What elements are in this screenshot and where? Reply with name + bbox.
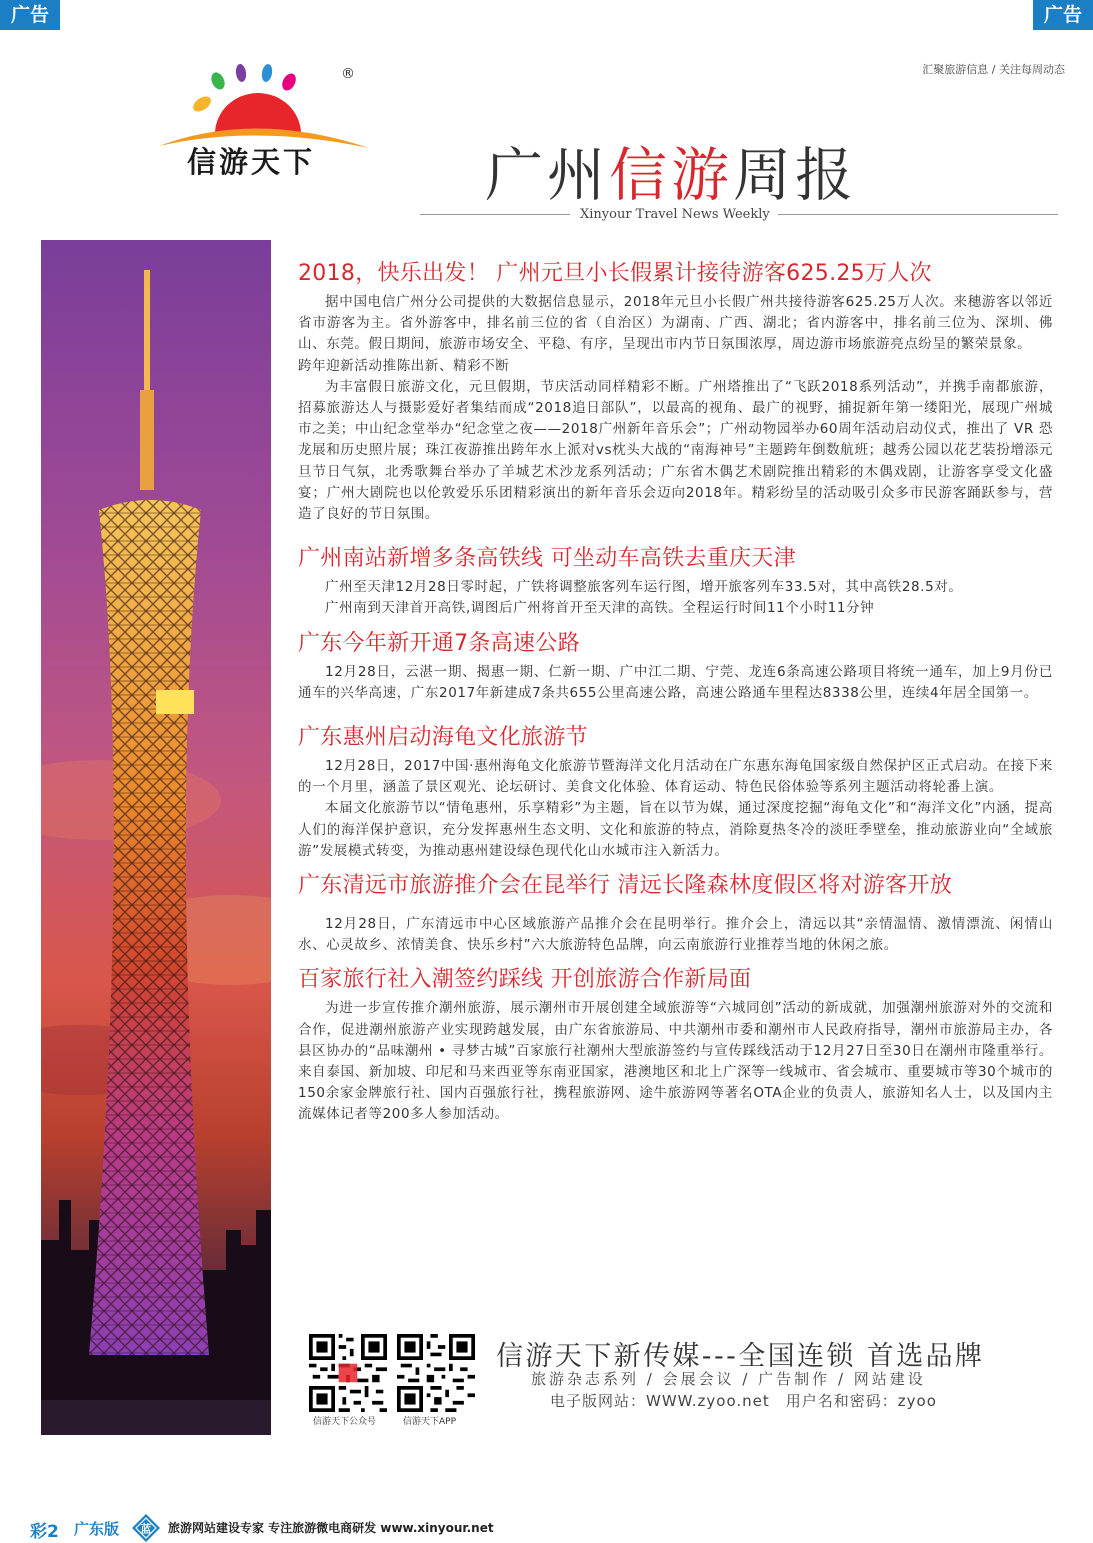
ad-badge-right: 广告 xyxy=(1033,0,1093,30)
logo-text: 信游天下 xyxy=(187,145,316,179)
article-3 xyxy=(298,626,1053,704)
masthead-part1: 广州 xyxy=(485,141,610,209)
article-headline: 2018，快乐出发！ 广州元旦小长假累计接待游客625.25万人次 xyxy=(298,261,932,286)
masthead-part2: 信游 xyxy=(609,141,734,209)
canton-tower-photo xyxy=(41,240,271,1435)
article-paragraph: 12月28日，2017中国·惠州海龟文化旅游节暨海洋文化月活动在广东惠东海龟国家级自然保护区正式启动。在接下来的一个月里，涵盖了景区观光、论坛研讨、美食文化体验、体育运动、特色民俗体验等系列主题活动将轮番上演。 xyxy=(298,758,1053,796)
article-1 xyxy=(298,256,1053,525)
subtitle-rule-right xyxy=(778,214,1058,215)
article-headline: 广东今年新开通7条高速公路 xyxy=(298,630,580,656)
articles-column xyxy=(298,256,1053,1132)
article-paragraph: 本届文化旅游节以“情龟惠州，乐享精彩”为主题，旨在以节为媒，通过深度挖掘“海龟文化”和“海洋文化”内涵，提高人们的海洋保护意识，充分发挥惠州生态文明、文化和旅游的特点，消除夏热冬冷的淡旺季壁垒，推动旅游业向“全域旅游”发展模式转变，为推动惠州建设绿色现代化山水城市注入新活力。 xyxy=(298,800,1053,859)
masthead-title xyxy=(485,128,857,212)
article-paragraph: 广州至天津12月28日零时起，广铁将调整旅客列车运行图，增开旅客列车33.5对，其中高铁28.5对。 xyxy=(325,579,963,596)
article-headline: 广东惠州启动海龟文化旅游节 xyxy=(298,725,588,751)
article-paragraph: 为丰富假日旅游文化，元旦假期，节庆活动同样精彩不断。广州塔推出了“飞跃2018系列活动”，并携手南都旅游，招募旅游达人与摄影爱好者集结而成“2018追日部队”，以最高的视角、最广的视野，捕捉新年第一缕阳光，展现广州城市之美；中山纪念堂举办“纪念堂之夜——2018广州新年音乐会”；广州动物园举办60周年活动启动仪式，推出了 VR 恐龙展和历史照片展；珠江夜游推出跨年水上派对vs枕头大战的“南海神号”主题跨年倒数航班；越秀公园以花艺装扮增添元旦节日气氛，北秀歌舞台举办了羊城艺术沙龙系列活动；广东省木偶艺术剧院推出精彩的木偶戏剧，让游客享受文化盛宴；广州大剧院也以伦敦爱乐乐团精彩演出的新年音乐会迈向2018年。精彩纷呈的活动吸引众多市民游客踊跃参与，营造了良好的节日氛围。 xyxy=(298,378,1053,523)
article-paragraph: 为进一步宣传推介潮州旅游，展示潮州市开展创建全域旅游等“六城同创”活动的新成就，加强潮州旅游对外的交流和合作，促进潮州旅游产业实现跨越发展，由广东省旅游局、中共潮州市委和潮州市人民政府指导，潮州市旅游局主办，各县区协办的“品味潮州 • 寻梦古城”百家旅行社潮州大型旅游签约与宣传踩线活动于12月27日至30日在潮州市隆重举行。来自泰国、新加坡、印尼和马来西亚等东南亚国家，港澳地区和北上广深等一线城市、省会城市、重要城市等30个城市的150余家金牌旅行社、国内百强旅行社，携程旅游网、途牛旅游网等著名OTA企业的负责人，旅游知名人士，以及国内主流媒体记者等200多人参加活动。 xyxy=(298,1000,1053,1123)
qr-code-wechat-icon[interactable] xyxy=(309,1334,387,1412)
article-subheading: 跨年迎新活动推陈出新、精彩不断 xyxy=(298,357,510,374)
subtitle-rule-left xyxy=(420,214,570,215)
blue-diamond-icon xyxy=(131,1513,161,1543)
qr-label-wechat: 信游天下公众号 xyxy=(313,1417,377,1427)
article-2 xyxy=(298,541,1053,619)
svg-text:®: ® xyxy=(341,66,355,82)
article-paragraph: 据中国电信广州分公司提供的大数据信息显示，2018年元旦小长假广州共接待游客625.25万人次。来穗游客以邻近省市游客为主。省外游客中，排名前三位的省（自治区）为湖南、广西、湖北；省内游客中，排名前三位为、深圳、佛山、东莞。假日期间，旅游市场安全、平稳、有序，呈现出市内节日氛围浓厚，周边游市场旅游亮点纷呈的繁荣景象。 xyxy=(298,294,1053,353)
edition-label: 广东版 xyxy=(74,1520,120,1538)
masthead-part3: 周报 xyxy=(733,141,858,209)
qr-code-app-icon[interactable] xyxy=(397,1334,475,1412)
article-paragraph: 广州南到天津首开高铁,调图后广州将首开至天津的高铁。全程运行时间11个小时11分钟 xyxy=(325,600,875,617)
promo-title: 信游天下新传媒---全国连锁 首选品牌 xyxy=(496,1341,985,1372)
tagline: 汇聚旅游信息 / 关注每周动态 xyxy=(922,63,1065,76)
page-number: 彩2 xyxy=(30,1522,59,1542)
footer-slogan[interactable]: 旅游网站建设专家 专注旅游微电商研发 www.xinyour.net xyxy=(168,1521,494,1535)
promo-services: 旅游杂志系列 / 会展会议 / 广告制作 / 网站建设 xyxy=(531,1370,926,1388)
article-6 xyxy=(298,962,1053,1125)
ad-badge-left: 广告 xyxy=(0,0,60,30)
article-headline: 百家旅行社入潮签约踩线 开创旅游合作新局面 xyxy=(298,967,752,993)
qr-label-app: 信游天下APP xyxy=(403,1417,457,1427)
masthead-subtitle: Xinyour Travel News Weekly xyxy=(580,207,770,222)
article-headline: 广州南站新增多条高铁线 可坐动车高铁去重庆天津 xyxy=(298,546,796,572)
promo-website[interactable]: 电子版网站：WWW.zyoo.net 用户名和密码：zyoo xyxy=(550,1392,937,1410)
article-5 xyxy=(298,868,1053,956)
svg-text:蓝: 蓝 xyxy=(140,1522,152,1536)
article-4 xyxy=(298,720,1053,862)
xinyou-logo xyxy=(155,62,375,187)
article-headline: 广东清远市旅游推介会在昆举行 清远长隆森林度假区将对游客开放 xyxy=(298,873,952,899)
article-paragraph: 12月28日，云湛一期、揭惠一期、仁新一期、广中江二期、宁莞、龙连6条高速公路项目将统一通车，加上9月份已通车的兴华高速，广东2017年新建成7条共655公里高速公路，高速公路通车里程达8338公里，连续4年居全国第一。 xyxy=(298,663,1053,701)
article-paragraph: 12月28日，广东清远市中心区域旅游产品推介会在昆明举行。推介会上，清远以其“亲情温情、激情漂流、闲情山水、心灵故乡、浓情美食、快乐乡村”六大旅游特色品牌，向云南旅游行业推荐当地的休闲之旅。 xyxy=(298,916,1053,954)
